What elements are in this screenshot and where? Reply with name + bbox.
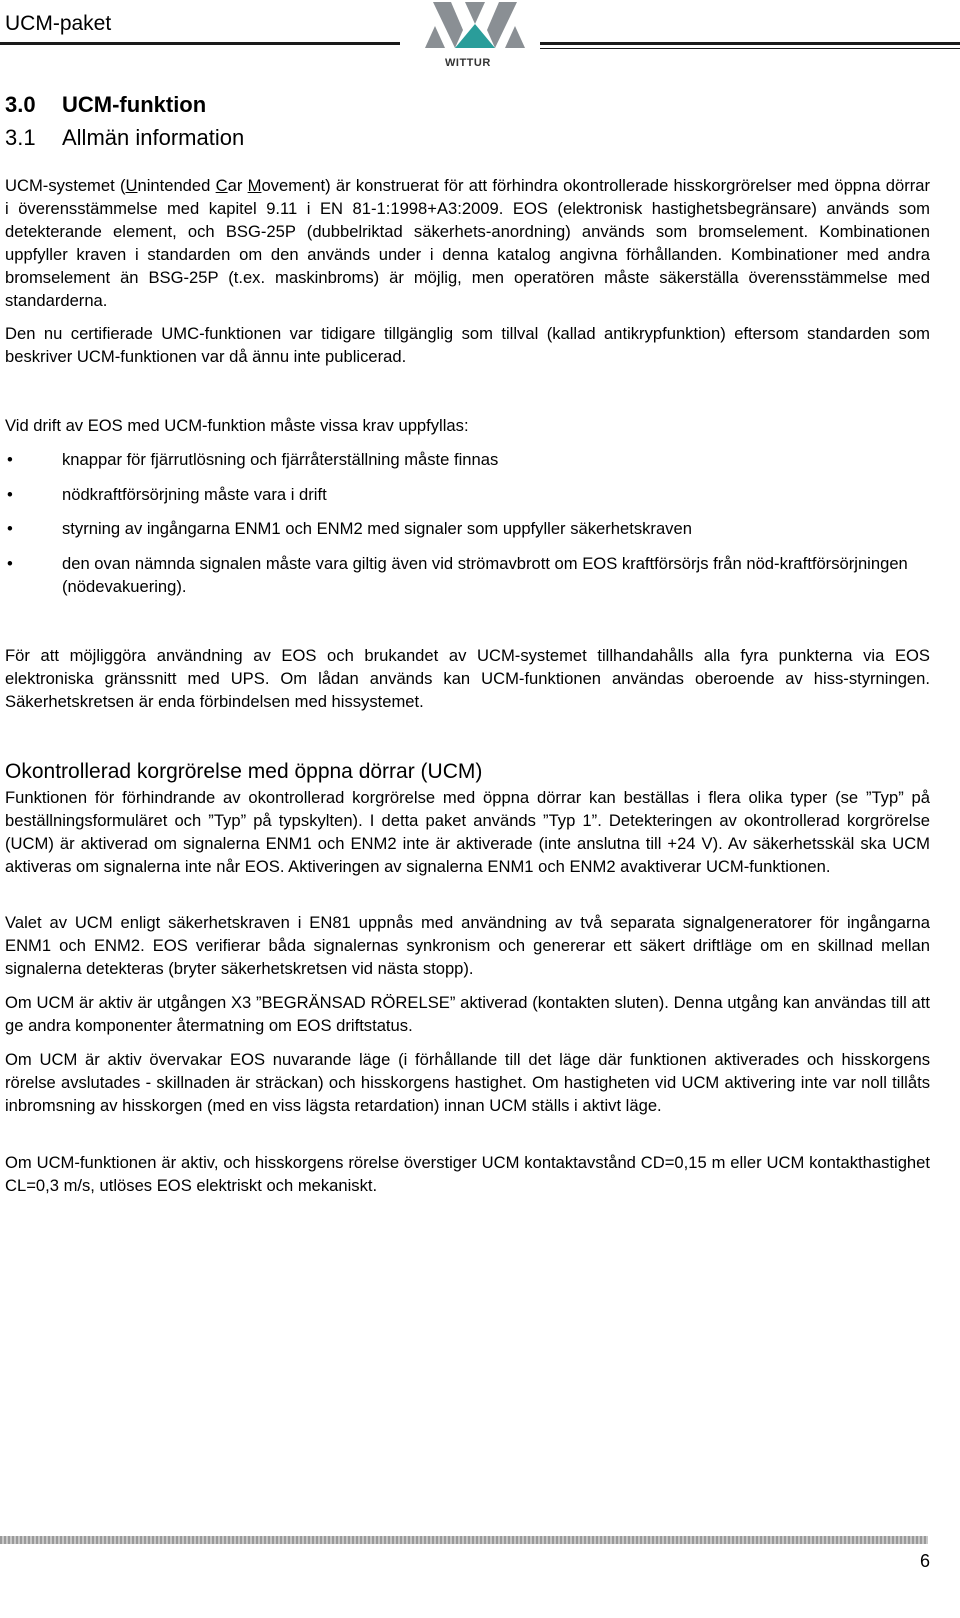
header-title: UCM-paket: [5, 12, 112, 35]
logo-outer-right: [505, 26, 525, 48]
ucm-paragraph-2: Valet av UCM enligt säkerhetskraven i EN81 uppnås med användning av två separata signalgeneratorer för ingångarna ENM1 och ENM2. EOS verifierar båda signalernas synkronism och genererar ett säkert driftläge om en skillnad mellan signalerna detekteras (bryter säkerhetskretsen vid nästa stopp).: [5, 913, 930, 978]
bullet-icon: •: [7, 484, 13, 504]
ucm-paragraph-4: Om UCM är aktiv övervakar EOS nuvarande läge (i förhållande till det läge där funktionen aktiverades och hisskorgens rörelse avslutades - skillnaden är sträckan) och hisskorgens hastighet. Om hastigheten vid UCM aktivering inte var noll tillåts inbromsning av hisskorgen (med en viss lägsta retardation) innan UCM ställs i aktivt läge.: [5, 1050, 930, 1115]
page-number: 6: [919, 1551, 930, 1571]
requirements-closing: För att möjliggöra användning av EOS och brukandet av UCM-systemet tillhandahålls alla fyra punkterna via EOS elektroniska gränssnitt med UPS. Om lådan används kan UCM-funktionen användas oberoende av hiss-styrningen. Säkerhetskretsen är enda förbindelsen med hissystemet.: [5, 646, 930, 711]
bullet-icon: •: [7, 450, 13, 469]
list-item: • nödkraftförsörjning måste vara i drift: [7, 484, 327, 504]
header-rule-thin: [540, 48, 960, 49]
logo-outer-left: [425, 26, 445, 48]
header-rule-left: [0, 42, 400, 45]
header-rule-right: [540, 42, 960, 45]
heading-1: [5, 92, 206, 118]
ucm-section-title: Okontrollerad korgrörelse med öppna dörrar (UCM): [5, 760, 483, 783]
list-item: • den ovan nämnda signalen måste vara giltig även vid strömavbrott om EOS kraftförsörjs från nöd-kraftförsörjningen (nödevakuering).: [7, 553, 908, 596]
intro-paragraph-2: Den nu certifierade UMC-funktionen var tidigare tillgänglig som tillval (kallad antikrypfunktion) eftersom standarden som beskriver UCM-funktionen var då ännu inte publicerad.: [5, 324, 930, 366]
bullet-icon: •: [7, 553, 13, 573]
bullet-icon: •: [7, 519, 13, 538]
heading-1-number: 3.0: [5, 92, 36, 117]
logo-center-shape: [465, 2, 485, 24]
requirements-list: [5, 448, 930, 609]
requirements-lead: Vid drift av EOS med UCM-funktion måste vissa krav uppfyllas:: [5, 416, 469, 435]
heading-2-text: Allmän information: [62, 125, 245, 150]
list-item: • styrning av ingångarna ENM1 och ENM2 med signaler som uppfyller säkerhetskraven: [7, 519, 692, 538]
list-item: • knappar för fjärrutlösning och fjärråterställning måste finnas: [7, 450, 499, 469]
ucm-paragraph-3: Om UCM är aktiv är utgången X3 ”BEGRÄNSAD RÖRELSE” aktiverad (kontakten sluten). Denna utgång kan användas till att ge andra komponenter återmatning om EOS driftstatus.: [5, 993, 930, 1035]
intro-paragraph-1: UCM-systemet (Unintended Car Movement) är konstruerat för att förhindra okontrollerade hisskorgrörelser med öppna dörrar i överensstämmelse med kapitel 9.11 i EN 81-1:1998+A3:2009. EOS (elektronisk hastighetsbegränsare) används som detekterande element, och BSG-25P (dubbelriktad säkerhets-anordning) används som bromselement. Kombinationen uppfyller kraven i standarden om den används under i denna katalog angivna förhållanden. Kombinationer med andra bromselement än BSG-25P (t.ex. maskinbroms) är möjlig, men operatören måste säkerställa överensstämmelse med standarderna.: [5, 176, 930, 310]
ucm-paragraph-5: Om UCM-funktionen är aktiv, och hisskorgens rörelse överstiger UCM kontaktavstånd CD=0,15 m eller UCM kontakthastighet CL=0,3 m/s, utlöses EOS elektriskt och mekaniskt.: [5, 1153, 930, 1195]
logo-text: WITTUR: [445, 57, 491, 69]
heading-1-text: UCM-funktion: [62, 92, 207, 117]
heading-2: [5, 125, 244, 151]
heading-2-number: 3.1: [5, 125, 36, 150]
ucm-paragraph-1: Funktionen för förhindrande av okontrollerad korgrörelse med öppna dörrar kan beställas i flera olika typer (se ”Typ” på beställningsformuläret och ”Typ” på typskylten). I detta paket används ”Typ 1”. Detekteringen av okontrollerad korgrörelse (UCM) är aktiverad om signalerna ENM1 och ENM2 inte är aktiverade (inte anslutna till +24 V). Av säkerhetsskäl ska UCM aktiveras om signalerna inte når EOS. Aktiveringen av signalerna ENM1 och ENM2 avaktiverar UCM-funktionen.: [5, 788, 930, 876]
footer-rule: [0, 1536, 928, 1544]
